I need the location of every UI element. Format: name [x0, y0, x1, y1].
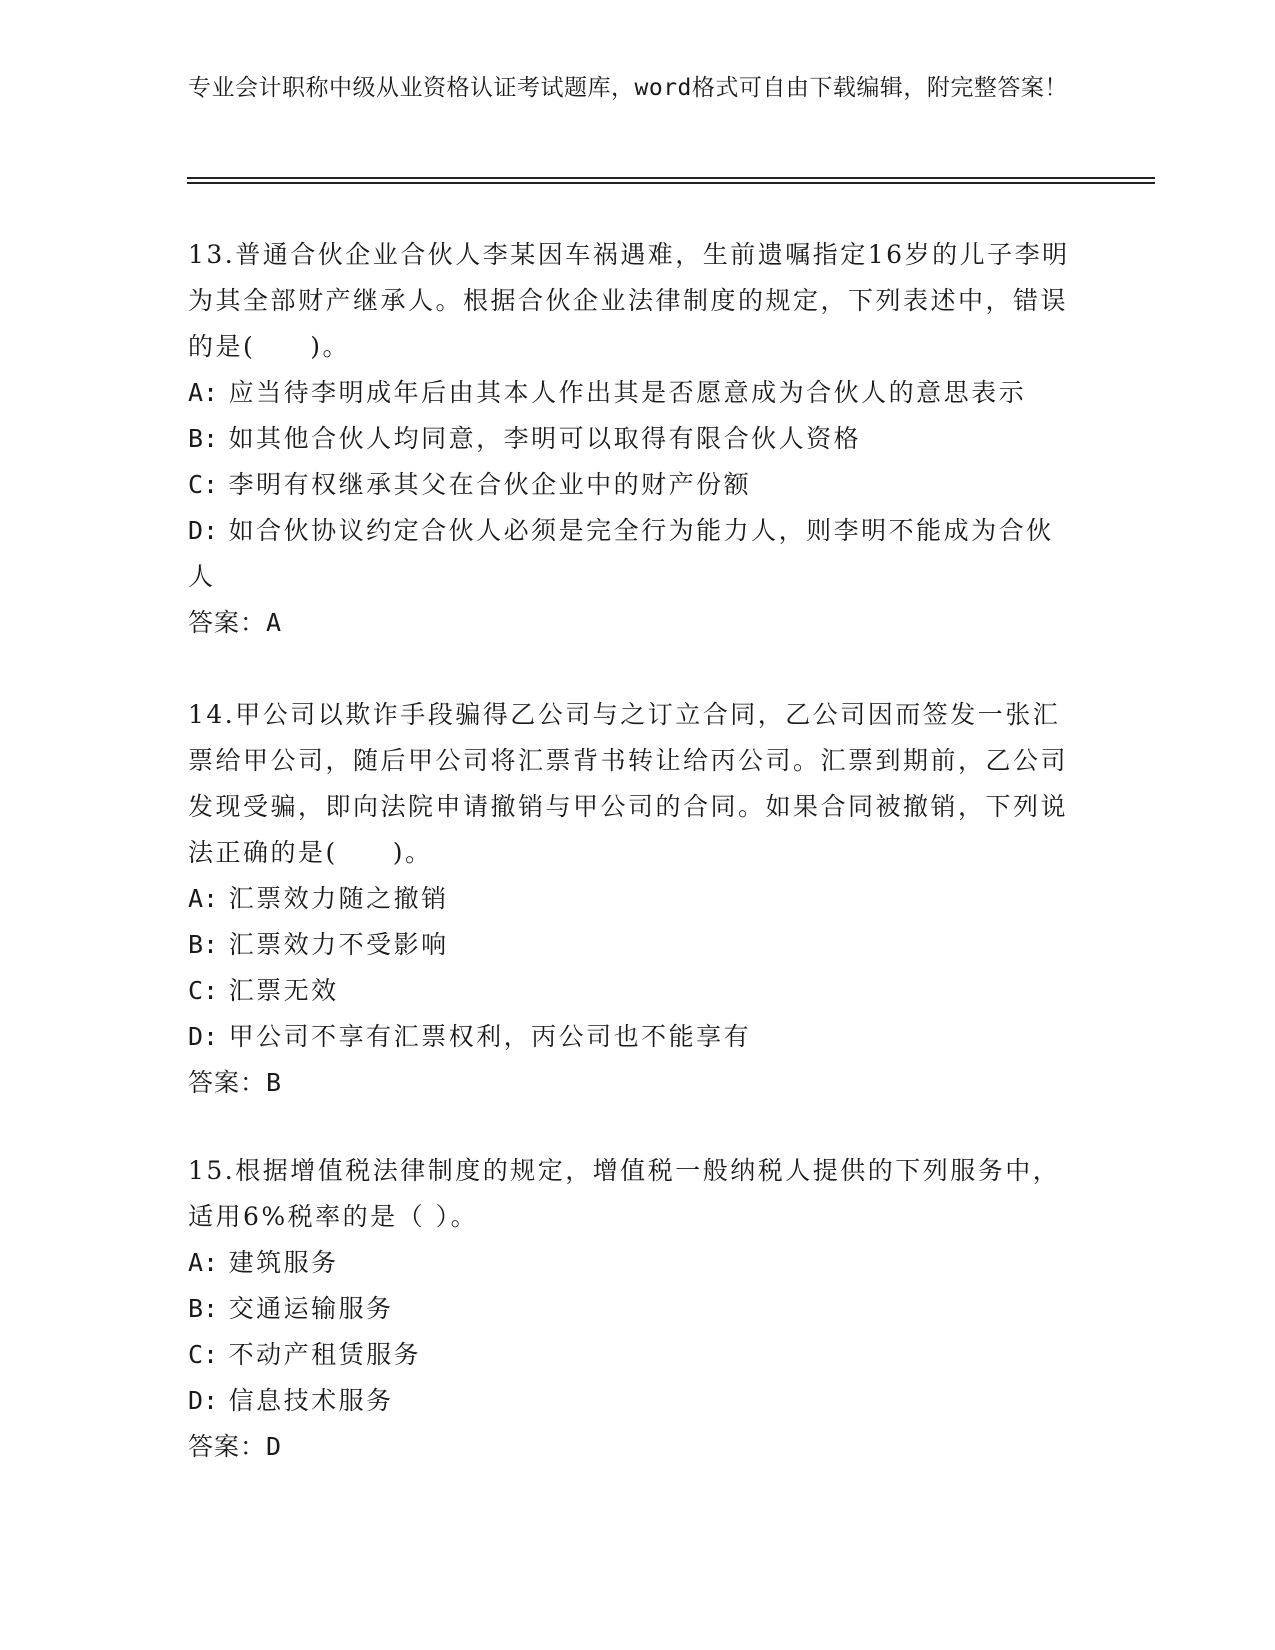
option-text: 甲公司不享有汇票权利，丙公司也不能享有 — [228, 1022, 752, 1051]
option-letter: D: — [188, 516, 219, 545]
option-b — [188, 922, 1078, 968]
option-a — [188, 876, 1078, 922]
option-letter: A: — [188, 378, 219, 407]
option-letter: C: — [188, 470, 219, 499]
option-d — [188, 1014, 1078, 1060]
option-letter: C: — [188, 976, 219, 1005]
option-letter: D: — [188, 1022, 219, 1051]
option-a — [188, 370, 1078, 416]
option-text: 建筑服务 — [228, 1248, 339, 1277]
option-letter: C: — [188, 1340, 219, 1369]
answer-value: B — [266, 1068, 283, 1097]
question-stem: 15.根据增值税法律制度的规定，增值税一般纳税人提供的下列服务中，适用6%税率的是（ ）。 — [188, 1156, 1061, 1231]
option-text: 应当待李明成年后由其本人作出其是否愿意成为合伙人的意思表示 — [228, 378, 1027, 407]
answer-label: 答案： — [188, 1068, 267, 1097]
option-text: 交通运输服务 — [228, 1294, 394, 1323]
header-note: 专业会计职称中级从业资格认证考试题库，word格式可自由下载编辑，附完整答案！ — [188, 75, 1068, 101]
answer-line — [188, 1424, 1078, 1470]
option-letter: D: — [188, 1386, 219, 1415]
option-c — [188, 1332, 1078, 1378]
option-text: 信息技术服务 — [228, 1386, 394, 1415]
option-c — [188, 462, 1078, 508]
option-letter: A: — [188, 884, 219, 913]
option-letter: B: — [188, 930, 219, 959]
question-14 — [188, 692, 1078, 1106]
option-text: 汇票无效 — [228, 976, 339, 1005]
option-a — [188, 1240, 1078, 1286]
option-letter: A: — [188, 1248, 219, 1277]
option-text: 如合伙协议约定合伙人必须是完全行为能力人，则李明不能成为合伙人 — [188, 516, 1054, 591]
question-13 — [188, 232, 1078, 646]
question-15 — [188, 1148, 1078, 1470]
option-text: 如其他合伙人均同意，李明可以取得有限合伙人资格 — [228, 424, 862, 453]
header-divider-top — [187, 177, 1155, 179]
option-text: 汇票效力随之撤销 — [228, 884, 449, 913]
option-text: 李明有权继承其父在合伙企业中的财产份额 — [228, 470, 752, 499]
option-c — [188, 968, 1078, 1014]
option-b — [188, 416, 1078, 462]
answer-label: 答案： — [188, 608, 267, 637]
option-b — [188, 1286, 1078, 1332]
option-text: 不动产租赁服务 — [228, 1340, 422, 1369]
option-letter: B: — [188, 1294, 219, 1323]
option-d — [188, 1378, 1078, 1424]
header-divider-bottom — [187, 182, 1155, 184]
answer-line — [188, 600, 1078, 646]
answer-value: D — [266, 1432, 283, 1461]
option-letter: B: — [188, 424, 219, 453]
answer-label: 答案： — [188, 1432, 267, 1461]
option-text: 汇票效力不受影响 — [228, 930, 449, 959]
question-stem: 13.普通合伙企业合伙人李某因车祸遇难，生前遗嘱指定16岁的儿子李明为其全部财产继承人。根据合伙企业法律制度的规定，下列表述中，错误的是( )。 — [188, 240, 1070, 361]
answer-value: A — [266, 608, 283, 637]
answer-line — [188, 1060, 1078, 1106]
option-d — [188, 508, 1078, 600]
question-stem: 14.甲公司以欺诈手段骗得乙公司与之订立合同，乙公司因而签发一张汇票给甲公司，随后甲公司将汇票背书转让给丙公司。汇票到期前，乙公司发现受骗，即向法院申请撤销与甲公司的合同。如果合同被撤销，下列说法正确的是( )。 — [188, 700, 1069, 867]
